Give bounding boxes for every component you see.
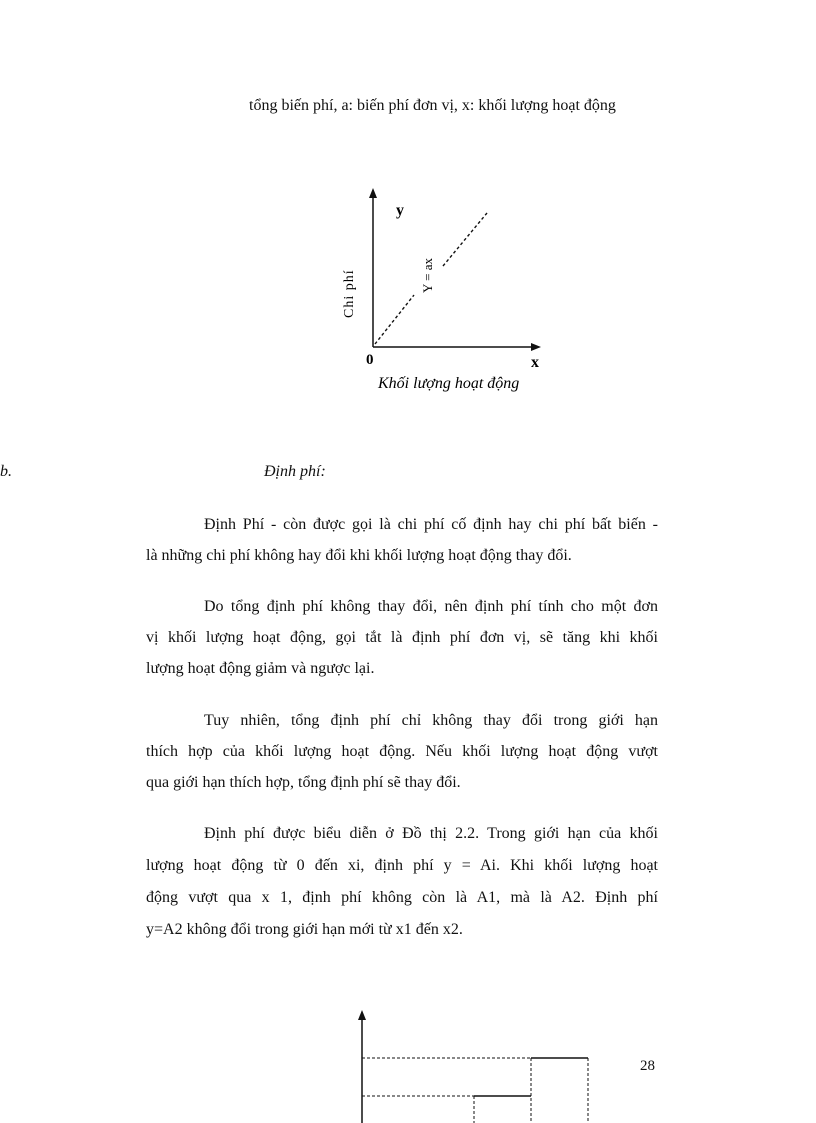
section-number: b. bbox=[0, 463, 12, 480]
paragraph-1-line-2: là những chi phí không hay đổi khi khối lượng hoạt động thay đổi. bbox=[146, 547, 572, 564]
paragraph-2-line-3: lượng hoạt động giảm và ngược lại. bbox=[146, 660, 375, 677]
paragraph-1-line-1: Định Phí - còn được gọi là chi phí cố định hay chi phí bất biến - bbox=[204, 516, 658, 533]
paragraph-3-line-3: qua giới hạn thích hợp, tổng định phí sẽ thay đổi. bbox=[146, 774, 461, 791]
paragraph-4-line-3: động vượt qua x 1, định phí không còn là A1, mà là A2. Định phí bbox=[146, 889, 658, 906]
paragraph-3-line-1: Tuy nhiên, tổng định phí chỉ không thay đổi trong giới hạn bbox=[204, 712, 658, 729]
origin-label: 0 bbox=[366, 352, 374, 368]
paragraph-3-line-2: thích hợp của khối lượng hoạt động. Nếu khối lượng hoạt động vượt bbox=[146, 743, 658, 760]
x-axis-title: Khối lượng hoạt động bbox=[378, 375, 520, 392]
paragraph-4-line-1: Định phí được biểu diễn ở Đồ thị 2.2. Trong giới hạn của khối bbox=[204, 825, 658, 842]
x-axis-symbol: x bbox=[531, 354, 539, 371]
paragraph-2-line-1: Do tổng định phí không thay đổi, nên định phí tính cho một đơn bbox=[204, 598, 658, 615]
paragraph-2-line-2: vị khối lượng hoạt động, gọi tắt là định phí đơn vị, sẽ tăng khi khối bbox=[146, 629, 658, 646]
page-number: 28 bbox=[640, 1058, 655, 1074]
y-axis-title: Chi phí bbox=[342, 269, 357, 318]
section-title: Định phí: bbox=[264, 463, 326, 480]
paragraph-4-line-4: y=A2 không đổi trong giới hạn mới từ x1 đến x2. bbox=[146, 921, 463, 938]
paragraph-4-line-2: lượng hoạt động từ 0 đến xi, định phí y = Ai. Khi khối lượng hoạt bbox=[146, 857, 658, 874]
intro-line: tổng biến phí, a: biến phí đơn vị, x: khối lượng hoạt động bbox=[249, 97, 616, 114]
y-axis-2-arrow bbox=[358, 1010, 366, 1020]
y-axis-symbol: y bbox=[396, 202, 404, 219]
line-equation-label: Y = ax bbox=[420, 257, 435, 293]
